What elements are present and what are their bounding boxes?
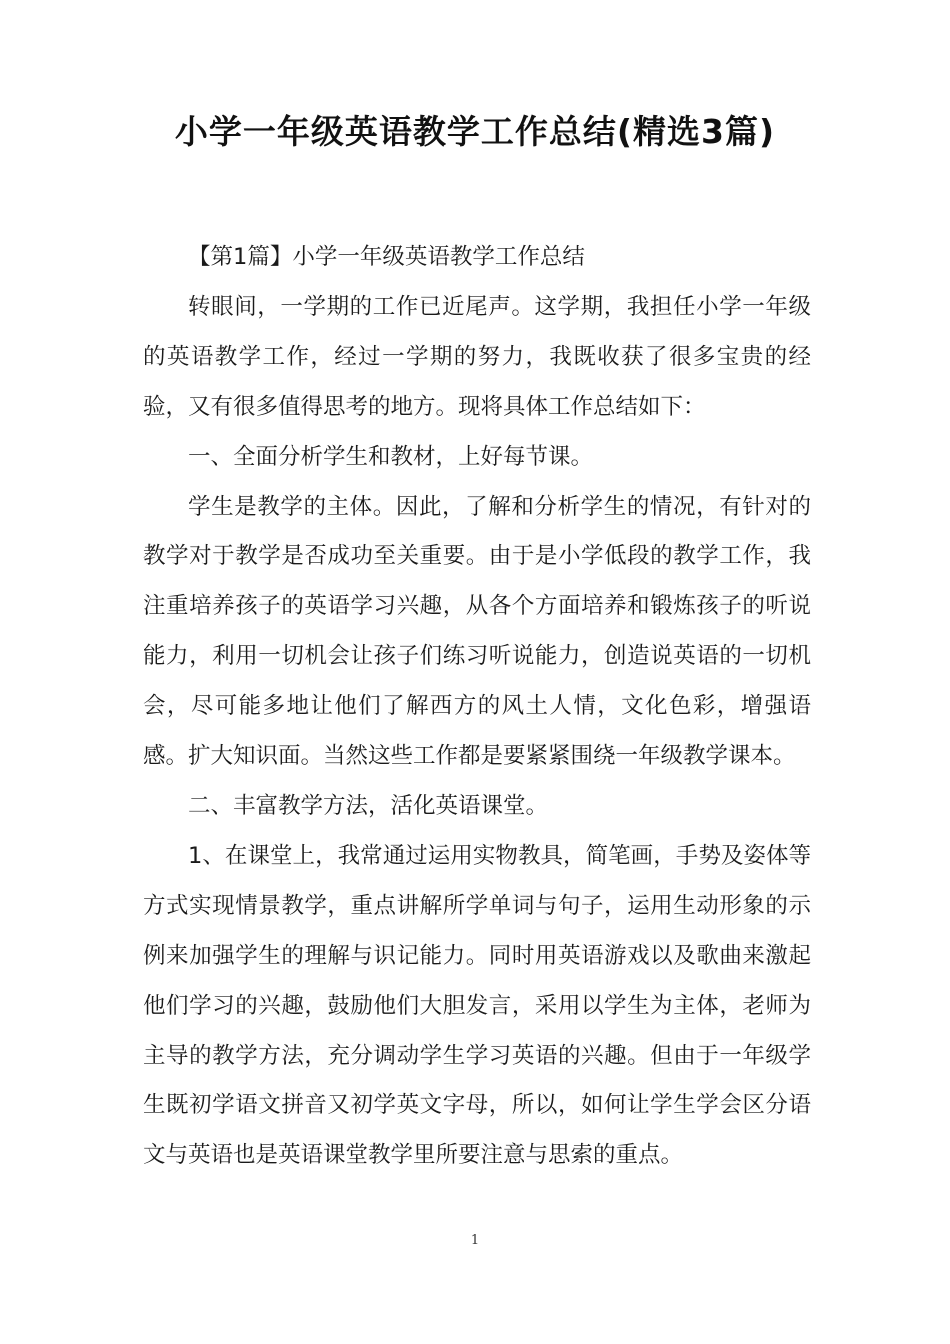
- document-body: [143, 233, 811, 1181]
- page-number: 1: [470, 1233, 480, 1248]
- subheading: 一、全面分析学生和教材，上好每节课。: [188, 443, 594, 470]
- paragraph: 1、在课堂上，我常通过运用实物教具，简笔画，手势及姿体等方式实现情景教学，重点讲解所学单词与句子，运用生动形象的示例来加强学生的理解与识记能力。同时用英语游戏以及歌曲来激起他们学习的兴趣，鼓励他们大胆发言，采用以学生为主体，老师为主导的教学方法，充分调动学生学习英语的兴趣。但由于一年级学生既初学语文拼音又初学英文字母，所以，如何让学生学会区分语文与英语也是英语课堂教学里所要注意与思索的重点。: [143, 842, 811, 1169]
- paragraph: 学生是教学的主体。因此，了解和分析学生的情况，有针对的教学对于教学是否成功至关重要。由于是小学低段的教学工作，我注重培养孩子的英语学习兴趣，从各个方面培养和锻炼孩子的听说能力，利用一切机会让孩子们练习听说能力，创造说英语的一切机会，尽可能多地让他们了解西方的风土人情，文化色彩，增强语感。扩大知识面。当然这些工作都是要紧紧围绕一年级教学课本。: [143, 493, 811, 770]
- section-heading: 【第1篇】小学一年级英语教学工作总结: [188, 244, 585, 270]
- subheading: 二、丰富教学方法，活化英语课堂。: [188, 792, 549, 819]
- document-title: 小学一年级英语教学工作总结(精选3篇): [174, 112, 776, 151]
- paragraph: 转眼间，一学期的工作已近尾声。这学期，我担任小学一年级的英语教学工作，经过一学期的努力，我既收获了很多宝贵的经验，又有很多值得思考的地方。现将具体工作总结如下：: [143, 293, 811, 420]
